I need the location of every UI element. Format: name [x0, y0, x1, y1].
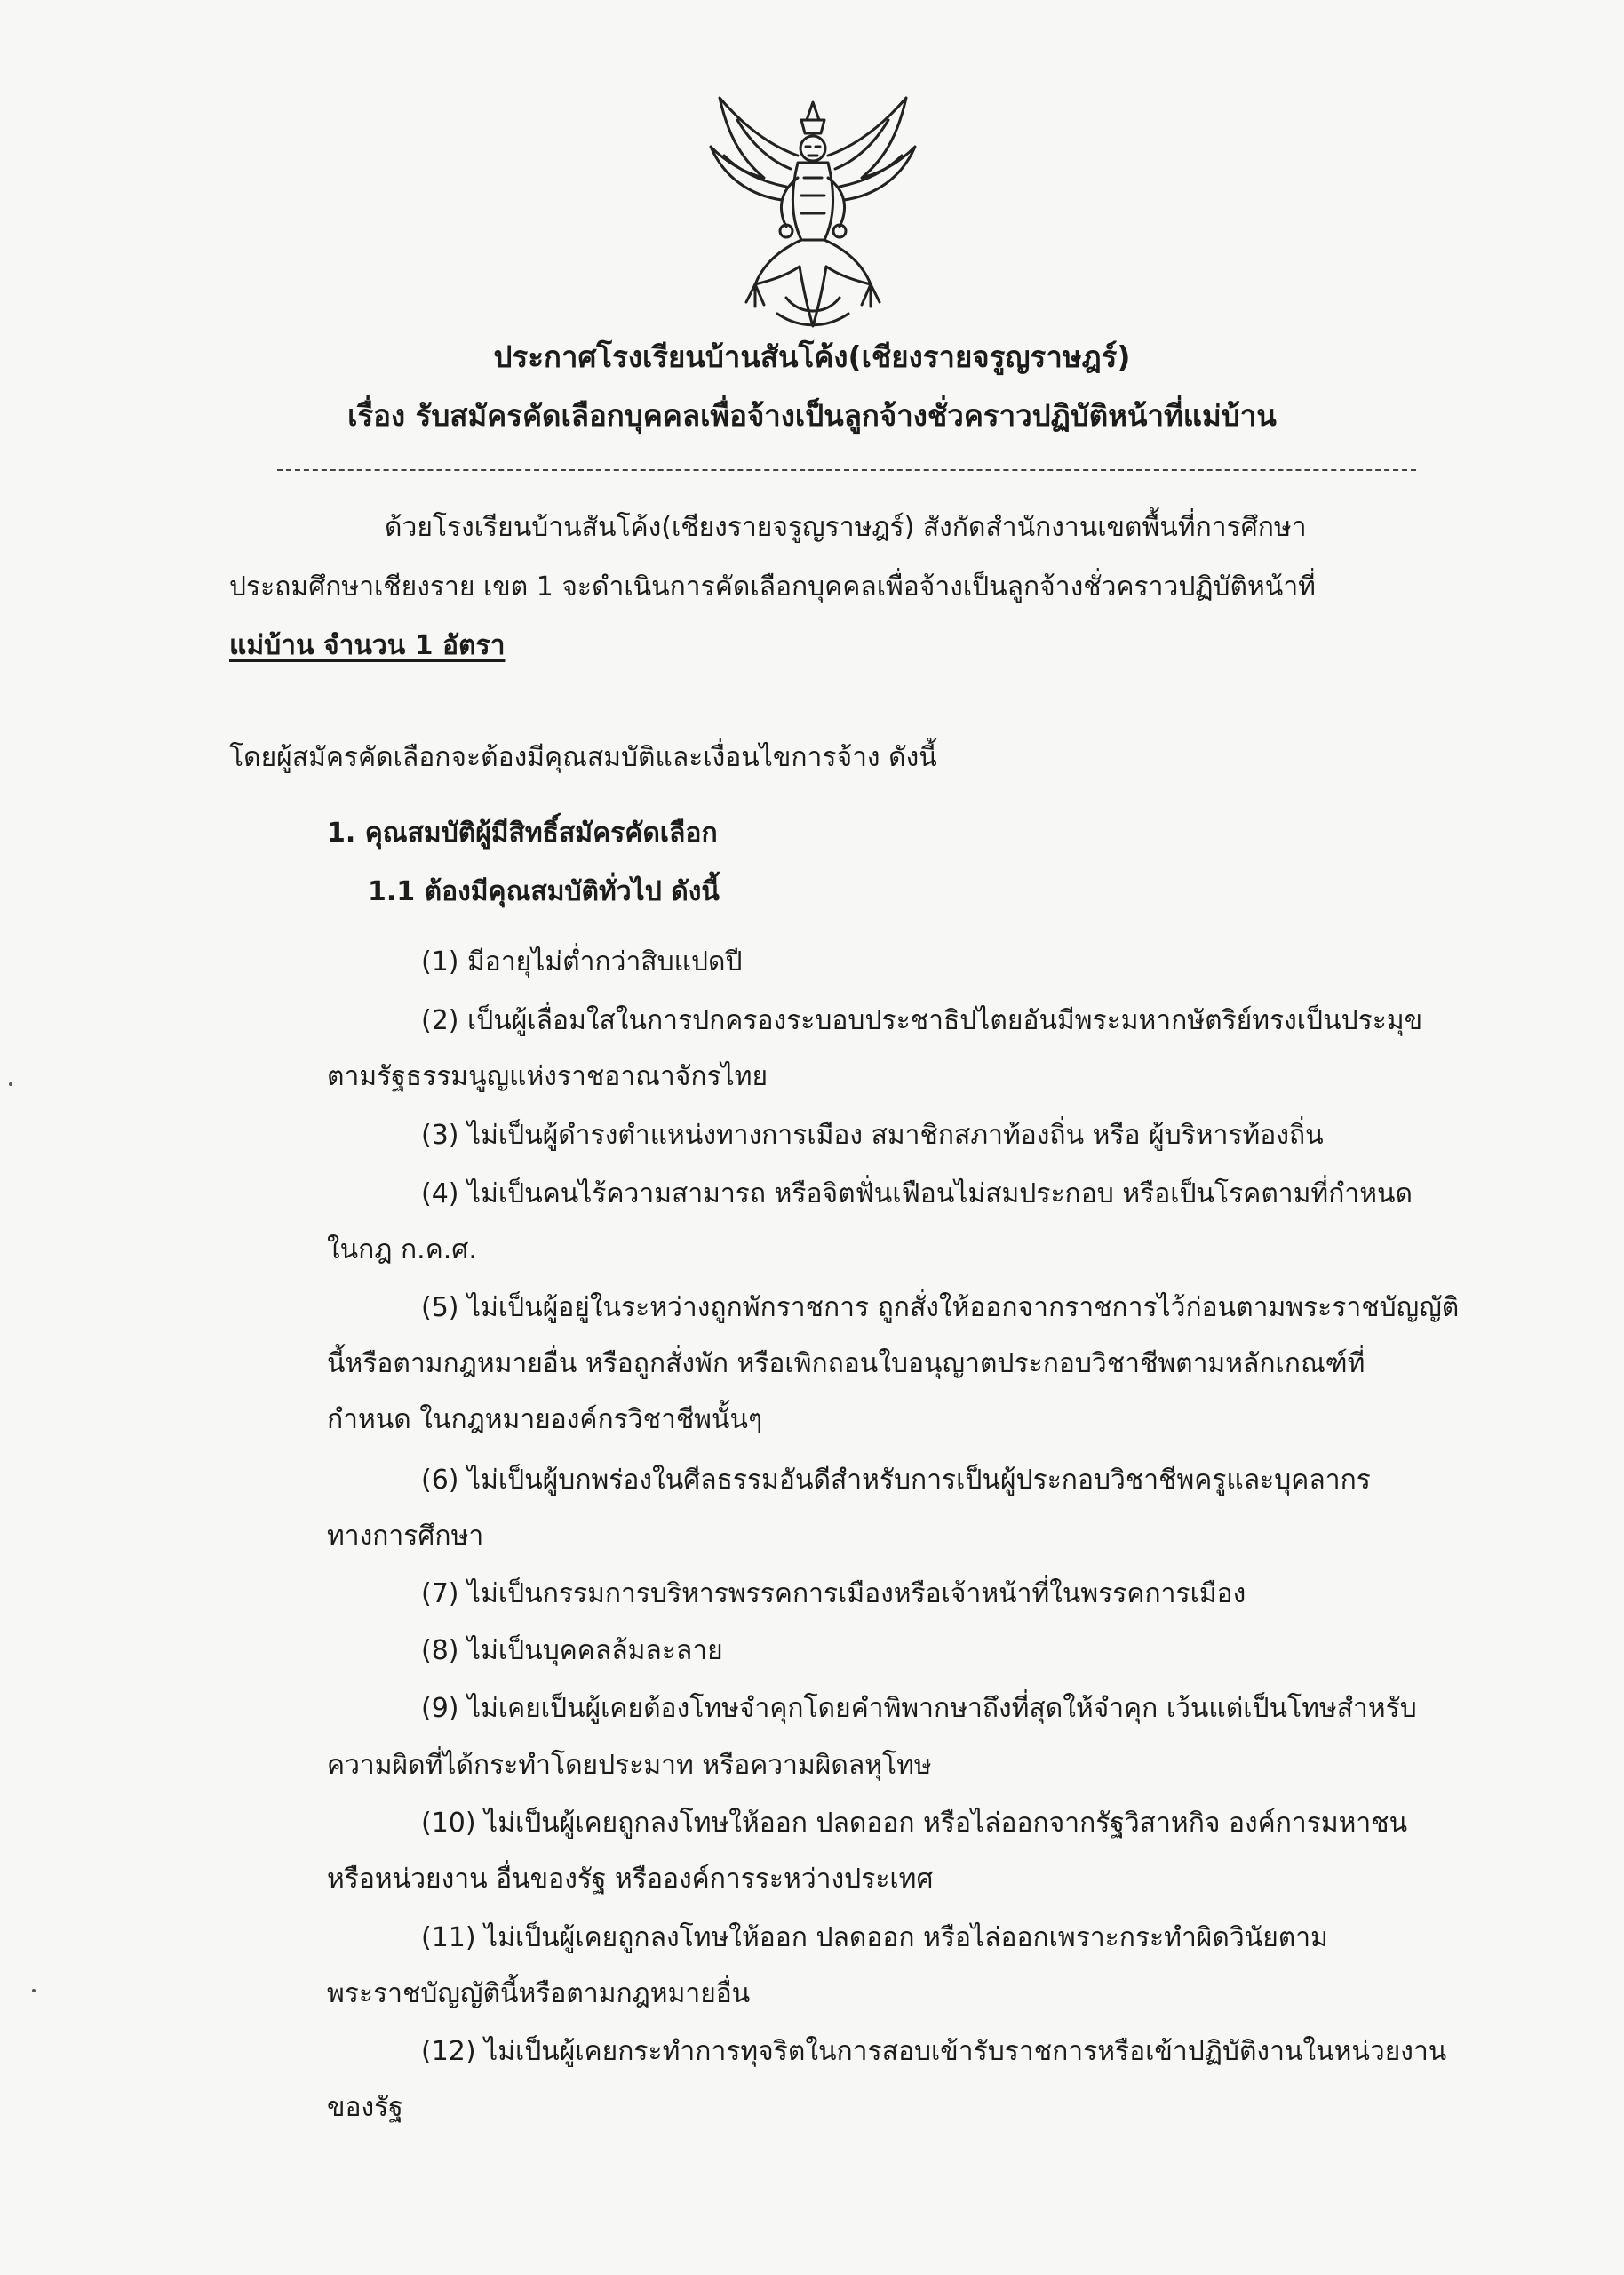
item-5-line-1: (5) ไม่เป็นผู้อยู่ในระหว่างถูกพักราชการ ถูกสั่งให้ออกจากราชการไว้ก่อนตามพระราชบัญญัติ: [421, 1292, 1460, 1323]
item-12-line-1: (12) ไม่เป็นผู้เคยกระทำการทุจริตในการสอบเข้ารับราชการหรือเข้าปฏิบัติงานในหน่วยงาน: [421, 2036, 1447, 2067]
item-5-line-2: นี้หรือตามกฎหมายอื่น หรือถูกสั่งพัก หรือเพิกถอนใบอนุญาตประกอบวิชาชีพตามหลักเกณฑ์ที่: [327, 1348, 1365, 1379]
item-4-line-1: (4) ไม่เป็นคนไร้ความสามารถ หรือจิตฟั่นเฟือนไม่สมประกอบ หรือเป็นโรคตามที่กำหนด: [421, 1178, 1413, 1209]
item-4-line-2: ในกฎ ก.ค.ศ.: [327, 1234, 477, 1265]
item-12-line-2: ของรัฐ: [327, 2092, 403, 2123]
item-3: (3) ไม่เป็นผู้ดำรงตำแหน่งทางการเมือง สมาชิกสภาท้องถิ่น หรือ ผู้บริหารท้องถิ่น: [421, 1120, 1324, 1151]
section-subheading: 1.1 ต้องมีคุณสมบัติทั่วไป ดังนี้: [368, 876, 720, 907]
conditions-intro: โดยผู้สมัครคัดเลือกจะต้องมีคุณสมบัติและเงื่อนไขการจ้าง ดังนี้: [229, 742, 937, 773]
item-6-line-1: (6) ไม่เป็นผู้บกพร่องในศีลธรรมอันดีสำหรับการเป็นผู้ประกอบวิชาชีพครูและบุคลากร: [421, 1465, 1371, 1496]
item-2-line-2: ตามรัฐธรรมนูญแห่งราชอาณาจักรไทย: [327, 1061, 768, 1092]
section-heading: 1. คุณสมบัติผู้มีสิทธิ์สมัครคัดเลือก: [327, 818, 718, 849]
item-7: (7) ไม่เป็นกรรมการบริหารพรรคการเมืองหรือเจ้าหน้าที่ในพรรคการเมือง: [421, 1578, 1246, 1609]
item-11-line-2: พระราชบัญญัตินี้หรือตามกฎหมายอื่น: [327, 1978, 751, 2009]
item-2-line-1: (2) เป็นผู้เลื่อมใสในการปกครองระบอบประชาธิปไตยอันมีพระมหากษัตริย์ทรงเป็นประมุข: [421, 1005, 1423, 1036]
scan-speck: [9, 1082, 12, 1086]
item-11-line-1: (11) ไม่เป็นผู้เคยถูกลงโทษให้ออก ปลดออก หรือไล่ออกเพราะกระทำผิดวินัยตาม: [421, 1922, 1328, 1953]
intro-line-2: ประถมศึกษาเชียงราย เขต 1 จะดำเนินการคัดเลือกบุคคลเพื่อจ้างเป็นลูกจ้างชั่วคราวปฏิบัติหน้าที่: [229, 571, 1316, 603]
garuda-emblem-icon: [702, 93, 924, 333]
divider-line: [277, 469, 1416, 471]
intro-line-1: ด้วยโรงเรียนบ้านสันโค้ง(เชียงรายจรูญราษฎร์) สังกัดสำนักงานเขตพื้นที่การศึกษา: [385, 512, 1307, 543]
item-9-line-2: ความผิดที่ได้กระทำโดยประมาท หรือความผิดลหุโทษ: [327, 1750, 932, 1781]
intro-line-3: แม่บ้าน จำนวน 1 อัตรา: [229, 630, 506, 661]
announcement-title: ประกาศโรงเรียนบ้านสันโค้ง(เชียงรายจรูญราษฎร์): [493, 339, 1131, 374]
item-9-line-1: (9) ไม่เคยเป็นผู้เคยต้องโทษจำคุกโดยคำพิพากษาถึงที่สุดให้จำคุก เว้นแต่เป็นโทษสำหรับ: [421, 1693, 1417, 1724]
item-10-line-2: หรือหน่วยงาน อื่นของรัฐ หรือองค์การระหว่างประเทศ: [327, 1864, 934, 1895]
item-10-line-1: (10) ไม่เป็นผู้เคยถูกลงโทษให้ออก ปลดออก หรือไล่ออกจากรัฐวิสาหกิจ องค์การมหาชน: [421, 1808, 1408, 1839]
scan-speck: [32, 1989, 36, 1992]
item-6-line-2: ทางการศึกษา: [327, 1521, 484, 1552]
announcement-subject: เรื่อง รับสมัครคัดเลือกบุคคลเพื่อจ้างเป็นลูกจ้างชั่วคราวปฏิบัติหน้าที่แม่บ้าน: [347, 398, 1277, 433]
item-8: (8) ไม่เป็นบุคคลล้มละลาย: [421, 1635, 723, 1666]
item-1: (1) มีอายุไม่ต่ำกว่าสิบแปดปี: [421, 946, 743, 978]
item-5-line-3: กำหนด ในกฎหมายองค์กรวิชาชีพนั้นๆ: [327, 1404, 763, 1435]
